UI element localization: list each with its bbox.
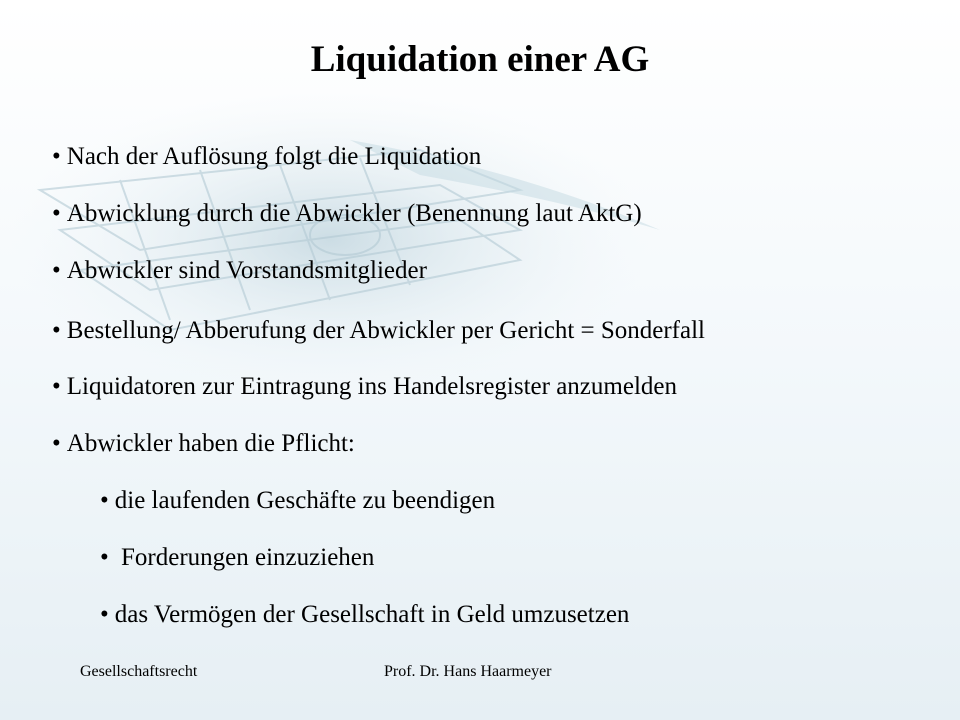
bullet-text: Abwickler sind Vorstandsmitglieder xyxy=(66,257,427,284)
footer-center: Prof. Dr. Hans Haarmeyer xyxy=(384,663,552,680)
bullet-item xyxy=(52,372,677,402)
sub-bullet-text: das Vermögen der Gesellschaft in Geld umzusetzen xyxy=(114,601,630,628)
bullet-text: Liquidatoren zur Eintragung ins Handelsregister anzumelden xyxy=(66,373,677,400)
bullet-glyph: • xyxy=(52,257,61,284)
sub-bullet-item xyxy=(100,486,495,516)
bullet-item xyxy=(52,199,642,229)
bullet-glyph: • xyxy=(52,373,61,400)
footer-left: Gesellschaftsrecht xyxy=(80,663,198,680)
bullet-item xyxy=(52,429,355,459)
bullet-glyph: • xyxy=(100,601,109,628)
bullet-glyph: • xyxy=(52,317,61,344)
bullet-item xyxy=(52,316,705,346)
bullet-text: Abwicklung durch die Abwickler (Benennung laut AktG) xyxy=(66,200,642,227)
bullet-glyph: • xyxy=(52,143,61,170)
sub-bullet-item xyxy=(100,543,374,573)
sub-bullet-item xyxy=(100,600,629,630)
slide-title: Liquidation einer AG xyxy=(310,39,650,80)
bullet-item xyxy=(52,142,481,172)
bullet-glyph: • xyxy=(100,544,109,571)
sub-bullet-text: die laufenden Geschäfte zu beendigen xyxy=(114,487,496,514)
bullet-glyph: • xyxy=(52,200,61,227)
bullet-item xyxy=(52,256,427,286)
bullet-glyph: • xyxy=(52,430,61,457)
bullet-text: Bestellung/ Abberufung der Abwickler per Gericht = Sonderfall xyxy=(66,317,705,344)
bullet-text: Nach der Auflösung folgt die Liquidation xyxy=(66,143,482,170)
sub-bullet-text: Forderungen einzuziehen xyxy=(114,544,375,571)
bullet-text: Abwickler haben die Pflicht: xyxy=(66,430,355,457)
bullet-glyph: • xyxy=(100,487,109,514)
